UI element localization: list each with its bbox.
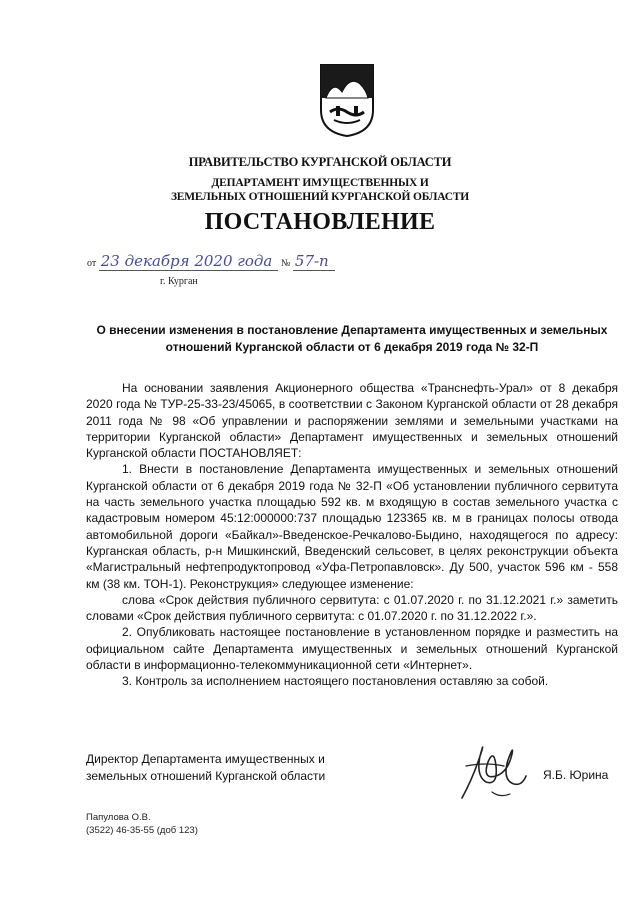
document-body (86, 380, 618, 690)
number-label: № (280, 258, 291, 269)
handwritten-signature-icon (452, 736, 532, 808)
signatory-position (86, 751, 325, 785)
executor-name: Папулова О.В. (86, 812, 151, 823)
document-city: г. Курган (160, 276, 198, 287)
body-paragraph-item-3: 3. Контроль за исполнением настоящего постановления оставляю за собой. (122, 674, 549, 689)
body-paragraph-item-2: 2. Опубликовать настоящее постановление в установленном порядке и разместить на официальном сайте Департамента имущественных и земельных отношений Курганской области в информационно-телекоммуникационной сети «Интернет». (86, 625, 618, 673)
document-number: 57-п (294, 252, 329, 270)
body-paragraph-item-1: 1. Внести в постановление Департамента имущественных и земельных отношений Курганской области от 6 декабря 2019 года № 32-П «Об установлении публичного сервитута на часть земельного участка площадью 592 кв. м входящую в состав земельного участка с кадастровым номером 45:12:000000:737 площадью 123365 кв. м в границах полосы отвода автомобильной дороги «Байкал»-Введенское-Речкалово-Быдино, находящегося по адресу: Курганская область, р-н Мишкинский, Введенский сельсовет, в целях реконструкции объекта «Магистральный нефтепродуктопровод «Уфа-Петропавловск». Ду 500, участок 596 км - 558 км (38 км. ТОН-1). Реконструкция» следующее изменение: (86, 462, 618, 591)
executor-contact (86, 811, 198, 837)
document-date: 23 декабря 2020 года (100, 252, 273, 270)
signatory-name: Я.Б. Юрина (543, 768, 609, 782)
signatory-position-line2: земельных отношений Курганской области (86, 769, 326, 783)
department-name-line1: ДЕПАРТАМЕНТ ИМУЩЕСТВЕННЫХ И (211, 177, 429, 189)
document-type: ПОСТАНОВЛЕНИЕ (204, 209, 436, 235)
body-paragraph-preamble: На основании заявления Акционерного общества «Транснефть-Урал» от 8 декабря 2020 года № ТУР-25-33-23/45065, в соответствии с Законом Курганской области от 28 декабря 2011 года № 98 «Об управлении и распоряжении землями и земельными участками на территории Курганской области» Департамент имущественных и земельных отношений Курганской области ПОСТАНОВЛЯЕТ: (86, 381, 618, 461)
body-paragraph-amendment: слова «Срок действия публичного сервитута: с 01.07.2020 г. по 31.12.2021 г.» заметить словами «Срок действия публичного сервитута: с 01.07.2020 г. по 31.12.2022 г.». (86, 592, 618, 624)
signatory-position-line1: Директор Департамента имущественных и (86, 752, 325, 766)
executor-phone: (3522) 46-35-55 (доб 123) (86, 825, 198, 836)
document-dateline (87, 252, 335, 271)
document-title: О внесении изменения в постановление Департамента имущественных и земельных отношений Курганской области от 6 декабря 2019 года № 32-П (96, 323, 608, 354)
coat-of-arms-icon (318, 62, 376, 138)
government-name: ПРАВИТЕЛЬСТВО КУРГАНСКОЙ ОБЛАСТИ (188, 155, 452, 169)
date-prefix: от (87, 258, 97, 269)
department-name-line2: ЗЕМЕЛЬНЫХ ОТНОШЕНИЙ КУРГАНСКОЙ ОБЛАСТИ (170, 191, 470, 203)
